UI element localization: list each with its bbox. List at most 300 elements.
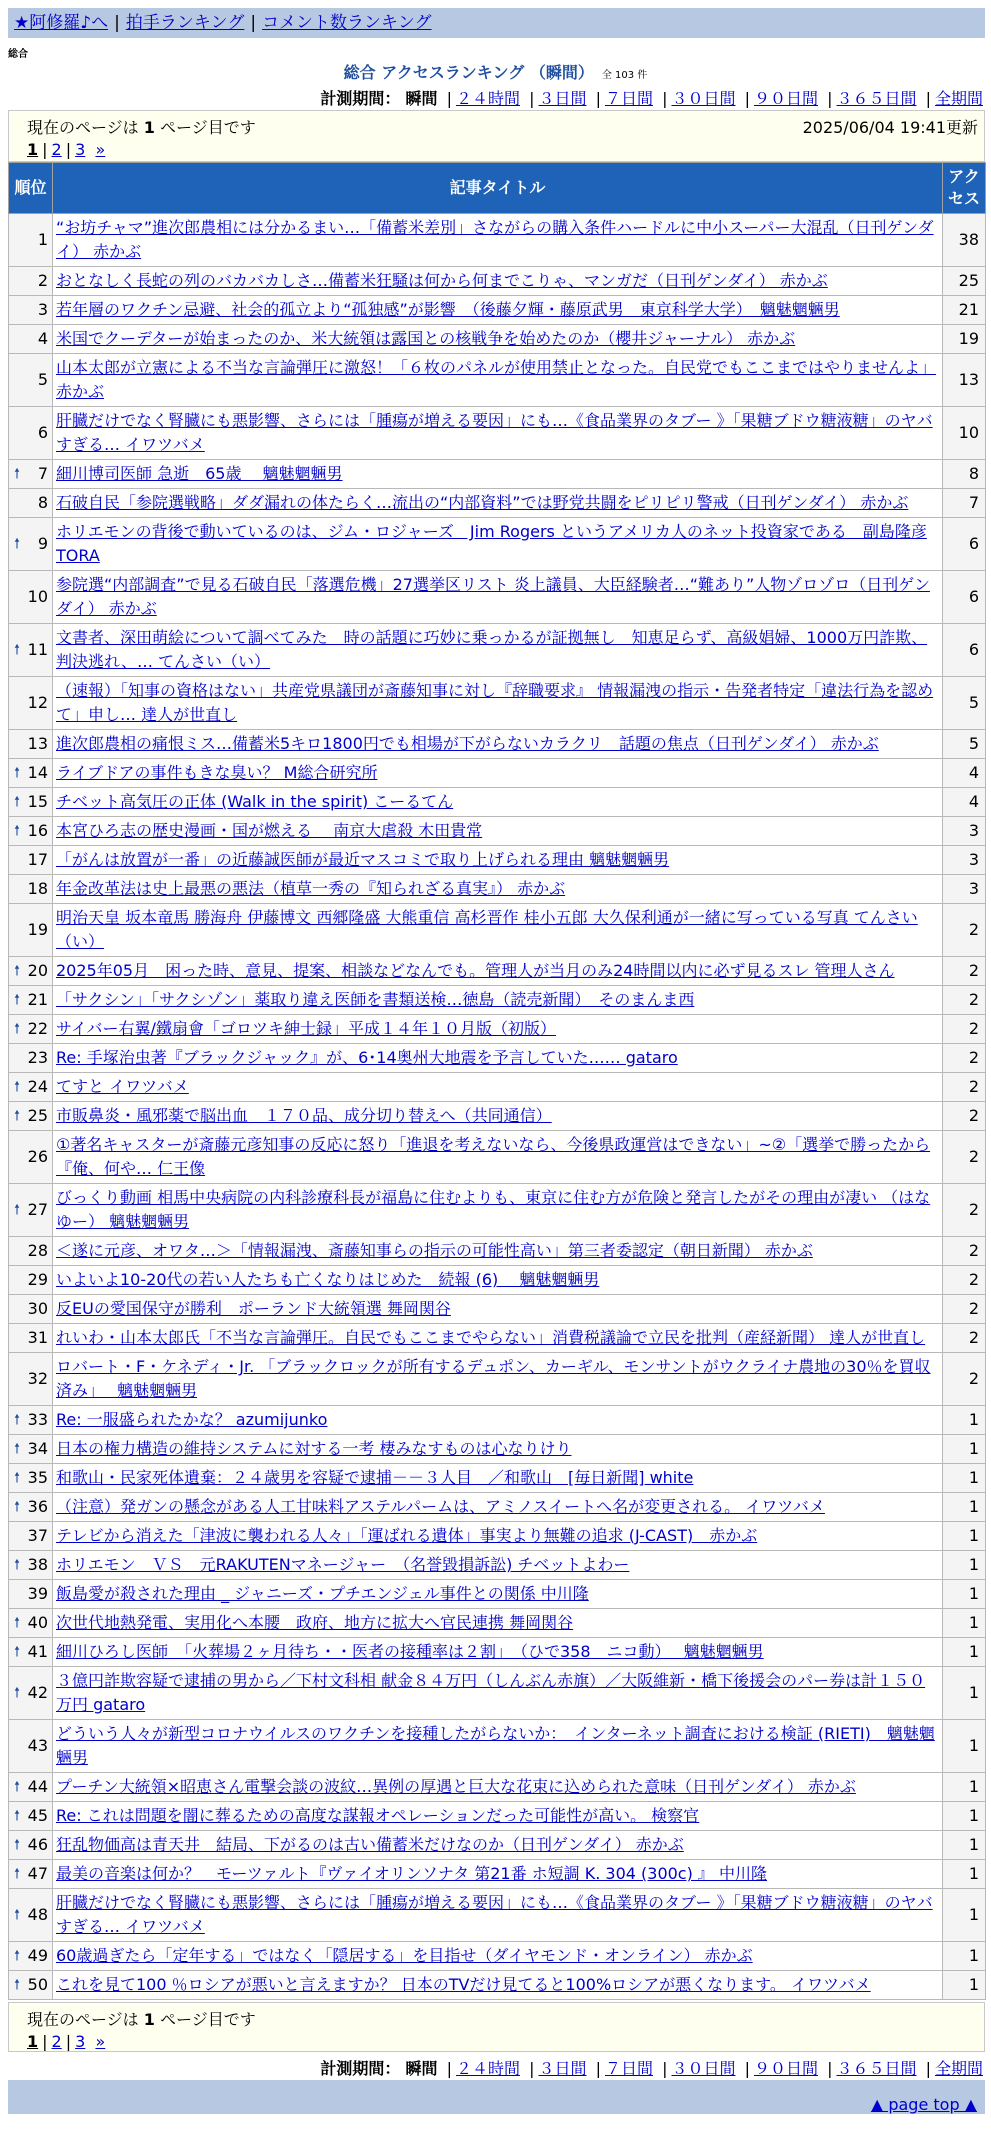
- rank-number: 3: [37, 300, 48, 319]
- rank-cell: [9, 677, 53, 730]
- article-title-link[interactable]: 明治天皇 坂本竜馬 勝海舟 伊藤博文 西郷隆盛 大熊重信 高杉晋作 桂小五郎 大久保利通が一緒に写っている写真 てんさい（い）: [56, 908, 918, 951]
- access-count: 3: [943, 817, 986, 846]
- table-row: [9, 846, 986, 875]
- table-row: [9, 325, 986, 354]
- rank-number: 19: [27, 920, 48, 939]
- table-row: [9, 1131, 986, 1184]
- period-link-90d[interactable]: ９０日間: [753, 89, 818, 108]
- title-cell: [53, 957, 943, 986]
- rank-up-arrow-icon: 🠕: [14, 823, 21, 839]
- article-title-link[interactable]: チベット高気圧の正体 (Walk in the spirit) こーるてん: [56, 792, 454, 811]
- title-cell: [53, 1667, 943, 1720]
- table-row: [9, 1720, 986, 1773]
- rank-cell: [9, 571, 53, 624]
- rank-up-arrow-icon: 🠕: [14, 1977, 21, 1993]
- article-title-link[interactable]: 細川博司医師 急逝 65歳 魑魅魍魎男: [56, 464, 343, 483]
- table-header-row: [9, 163, 986, 214]
- rank-up-arrow-icon: 🠕: [14, 466, 21, 482]
- table-row: [9, 1971, 986, 2000]
- title-cell: [53, 1015, 943, 1044]
- article-title-link[interactable]: 肝臓だけでなく腎臓にも悪影響、さらには「腫瘍が増える要因」にも…《食品業界のタブー 》「果糖ブドウ糖液糖」のヤバすぎる… イワツバメ: [56, 1893, 933, 1936]
- access-count: 10: [943, 407, 986, 460]
- table-row: [9, 1266, 986, 1295]
- access-count: 6: [943, 571, 986, 624]
- rank-number: 40: [27, 1613, 48, 1632]
- title-cell: [53, 1406, 943, 1435]
- title-cell: [53, 267, 943, 296]
- rank-cell: [9, 986, 53, 1015]
- rank-up-arrow-icon: 🠕: [14, 1441, 21, 1457]
- page-suffix: ページ目です: [154, 2010, 256, 2029]
- article-title-link[interactable]: 2025年05月 困った時、意見、提案、相談などなんでも。管理人が当月のみ24時間以内に必ず見るスレ 管理人さん: [56, 961, 895, 980]
- access-count: 2: [943, 1102, 986, 1131]
- article-title-link[interactable]: ライブドアの事件もきな臭い？ M総合研究所: [56, 763, 378, 782]
- rank-cell: [9, 1295, 53, 1324]
- rank-number: 27: [27, 1200, 48, 1219]
- rank-cell: [9, 1184, 53, 1237]
- rank-cell: [9, 730, 53, 759]
- period-selector-top: [320, 86, 983, 109]
- pagination-bottom: [27, 2032, 105, 2051]
- table-row: [9, 1802, 986, 1831]
- rank-number: 31: [27, 1328, 48, 1347]
- article-title-link[interactable]: Re: これは問題を闇に葬るための高度な謀報オペレーションだった可能性が高い。 検察官: [56, 1806, 700, 1825]
- article-title-link[interactable]: 米国でクーデターが始まったのか、米大統領は露国との核戦争を始めたのか（櫻井ジャーナル） 赤かぶ: [56, 329, 796, 348]
- rank-number: 17: [27, 850, 48, 869]
- table-row: [9, 1044, 986, 1073]
- table-row: [9, 1667, 986, 1720]
- table-row: [9, 1638, 986, 1667]
- period-link-90d[interactable]: ９０日間: [753, 2059, 818, 2078]
- article-title-link[interactable]: 石破自民「参院選戦略」ダダ漏れの体たらく…流出の“内部資料”では野党共闘をピリピリ警戒（日刊ゲンダイ） 赤かぶ: [56, 493, 909, 512]
- table-row: [9, 1522, 986, 1551]
- access-count: 5: [943, 730, 986, 759]
- nav-separator: |: [114, 13, 120, 33]
- rank-cell: [9, 846, 53, 875]
- title-cell: [53, 846, 943, 875]
- table-row: [9, 1184, 986, 1237]
- article-title-link[interactable]: プーチン大統領×昭恵さん電撃会談の波紋…異例の厚遇と巨大な花束に込められた意味（日刊ゲンダイ） 赤かぶ: [56, 1777, 856, 1796]
- article-title-link[interactable]: 文書者、深田萌絵について調べてみた 時の話題に巧妙に乗っかるが証拠無し 知恵足らず、高級娼婦、1000万円詐欺、判決逃れ、… てんさい（い）: [56, 628, 928, 671]
- title-cell: [53, 1324, 943, 1353]
- title-cell: [53, 624, 943, 677]
- rank-up-arrow-icon: 🠕: [14, 1499, 21, 1515]
- table-row: [9, 1435, 986, 1464]
- rank-cell: [9, 325, 53, 354]
- title-cell: [53, 214, 943, 267]
- article-title-link[interactable]: 最美の音楽は何か？ モーツァルト『ヴァイオリンソナタ 第21番 ホ短調 K. 304 (300c) 』 中川隆: [56, 1864, 768, 1883]
- period-link-all[interactable]: 全期間: [934, 89, 983, 108]
- access-count: 21: [943, 296, 986, 325]
- title-cell: [53, 1295, 943, 1324]
- table-row: [9, 1324, 986, 1353]
- rank-cell: [9, 1580, 53, 1609]
- title-cell: [53, 325, 943, 354]
- access-count: 1: [943, 1667, 986, 1720]
- title-cell: [53, 875, 943, 904]
- rank-number: 45: [27, 1806, 48, 1825]
- article-title-link[interactable]: 反EUの愛国保守が勝利 ポーランド大統領選 舞岡関谷: [56, 1299, 451, 1318]
- title-cell: [53, 1860, 943, 1889]
- access-count: 4: [943, 788, 986, 817]
- access-count: 2: [943, 1131, 986, 1184]
- rank-number: 42: [27, 1683, 48, 1702]
- top-nav-bar: [8, 8, 985, 38]
- rank-cell: [9, 1773, 53, 1802]
- rank-cell: [9, 1131, 53, 1184]
- access-count: 1: [943, 1493, 986, 1522]
- article-title-link[interactable]: れいわ・山本太郎氏「不当な言論弾圧。自民でもここまでやらない」消費税議論で立民を批判（産経新聞） 達人が世直し: [56, 1328, 926, 1347]
- access-count: 2: [943, 1015, 986, 1044]
- title-cell: [53, 296, 943, 325]
- title-cell: [53, 730, 943, 759]
- rank-number: 15: [27, 792, 48, 811]
- article-title-link[interactable]: （速報）「知事の資格はない」共産党県議団が斎藤知事に対し『辞職要求』 情報漏洩の指示・告発者特定「違法行為を認めて」申し… 達人が世直し: [56, 681, 934, 724]
- rank-up-arrow-icon: 🠕: [14, 1079, 21, 1095]
- table-row: [9, 460, 986, 489]
- ranking-table-body: [9, 214, 986, 2000]
- access-count: 3: [943, 846, 986, 875]
- title-cell: [53, 1720, 943, 1773]
- rank-cell: [9, 1860, 53, 1889]
- rank-number: 48: [27, 1905, 48, 1924]
- rank-number: 10: [27, 587, 48, 606]
- period-link-365d[interactable]: ３６５日間: [836, 89, 917, 108]
- table-row: [9, 759, 986, 788]
- period-link-24h[interactable]: ２４時間: [455, 89, 520, 108]
- pager-page-3[interactable]: 3: [75, 2032, 86, 2051]
- access-count: 1: [943, 1942, 986, 1971]
- updated-timestamp: 2025/06/04 19:41更新: [802, 118, 978, 137]
- rank-cell: [9, 1889, 53, 1942]
- pager-next[interactable]: »: [95, 2032, 106, 2051]
- title-cell: [53, 489, 943, 518]
- period-separator: |: [446, 2059, 452, 2078]
- access-count: 2: [943, 1324, 986, 1353]
- rank-number: 22: [27, 1019, 48, 1038]
- rank-cell: [9, 267, 53, 296]
- rank-cell: [9, 1464, 53, 1493]
- rank-number: 28: [27, 1241, 48, 1260]
- title-cell: [53, 1773, 943, 1802]
- article-title-link[interactable]: 細川ひろし医師 「火葬場２ヶ月待ち・・医者の接種率は２割」 （ひで358 ニコ動） 魑魅魍魎男: [56, 1642, 764, 1661]
- article-title-link[interactable]: ホリエモンの背後で動いているのは、ジム・ロジャーズ Jim Rogers というアメリカ人のネット投資家である 副島隆彦 TORA: [56, 522, 927, 565]
- access-count: 1: [943, 1720, 986, 1773]
- article-title-link[interactable]: 年金改革法は史上最悪の悪法（植草一秀の『知られざる真実』） 赤かぶ: [56, 879, 566, 898]
- rank-up-arrow-icon: 🠕: [14, 963, 21, 979]
- article-title-link[interactable]: ホリエモン ＶＳ 元RAKUTENマネージャー （名誉毀損訴訟) チベットよわー: [56, 1555, 630, 1574]
- rank-number: 2: [37, 271, 48, 290]
- article-title-link[interactable]: 山本太郎が立憲による不当な言論弾圧に激怒！「６枚のパネルが使用禁止となった。自民党でもここまではやりませんよ」 赤かぶ: [56, 358, 937, 401]
- rank-cell: [9, 1073, 53, 1102]
- home-link[interactable]: ★阿修羅♪へ: [14, 13, 109, 33]
- title-cell: [53, 1889, 943, 1942]
- access-count: 6: [943, 518, 986, 571]
- table-row: [9, 1609, 986, 1638]
- access-count: 1: [943, 1464, 986, 1493]
- rank-cell: [9, 875, 53, 904]
- table-row: [9, 986, 986, 1015]
- rank-number: 49: [27, 1946, 48, 1965]
- article-title-link[interactable]: てすと イワツバメ: [56, 1077, 189, 1096]
- page-prefix: 現在のページは: [27, 2010, 144, 2029]
- table-row: [9, 1889, 986, 1942]
- rank-cell: [9, 1802, 53, 1831]
- rank-cell: [9, 1353, 53, 1406]
- access-count: 1: [943, 1831, 986, 1860]
- title-cell: [53, 571, 943, 624]
- pager-separator: |: [65, 2032, 72, 2051]
- title-cell: [53, 1237, 943, 1266]
- article-title-link[interactable]: いよいよ10-20代の若い人たちも亡くなりはじめた 続報 (6) 魑魅魍魎男: [56, 1270, 600, 1289]
- clap-ranking-link[interactable]: 拍手ランキング: [125, 13, 245, 33]
- pager-current: 1: [27, 140, 39, 159]
- title-cell: [53, 407, 943, 460]
- article-title-link[interactable]: 肝臓だけでなく腎臓にも悪影響、さらには「腫瘍が増える要因」にも…《食品業界のタブー 》「果糖ブドウ糖液糖」のヤバすぎる… イワツバメ: [56, 411, 933, 454]
- page-top-link[interactable]: ▲ page top ▲: [870, 2095, 977, 2114]
- rank-number: 38: [27, 1555, 48, 1574]
- article-title-link[interactable]: これを見て100 ％ロシアが悪いと言えますか？ 日本のTVだけ見てると100%ロシアが悪くなります。 イワツバメ: [56, 1975, 871, 1994]
- current-page-text: [27, 115, 256, 138]
- rank-cell: [9, 1324, 53, 1353]
- rank-cell: [9, 957, 53, 986]
- article-title-link[interactable]: どういう人々が新型コロナウイルスのワクチンを接種したがらないか： インターネット調査における検証 (RIETI) 魑魅魍魎男: [56, 1724, 935, 1767]
- period-separator: |: [925, 89, 931, 108]
- rank-cell: [9, 788, 53, 817]
- access-count: 2: [943, 1295, 986, 1324]
- rank-number: 12: [27, 693, 48, 712]
- rank-number: 32: [27, 1369, 48, 1388]
- title-cell: [53, 1522, 943, 1551]
- period-separator: |: [595, 89, 601, 108]
- rank-up-arrow-icon: 🠕: [14, 536, 21, 552]
- article-title-link[interactable]: サイバー右翼/鐵扇會「ゴロツキ紳士録」平成１４年１０月版（初版）: [56, 1019, 556, 1038]
- title-cell: [53, 1102, 943, 1131]
- title-cell: [53, 1609, 943, 1638]
- table-row: [9, 1580, 986, 1609]
- category-label: 総合: [8, 49, 28, 60]
- article-title-link[interactable]: “お坊チャマ”進次郎農相には分かるまい…「備蓄米差別」さながらの購入条件ハードルに中小スーパー大混乱（日刊ゲンダイ） 赤かぶ: [56, 218, 934, 261]
- period-current: 瞬間: [405, 2059, 438, 2078]
- access-count: 25: [943, 267, 986, 296]
- rank-up-arrow-icon: 🠕: [14, 1779, 21, 1795]
- rank-cell: [9, 759, 53, 788]
- rank-up-arrow-icon: 🠕: [14, 1837, 21, 1853]
- rank-cell: [9, 1667, 53, 1720]
- article-title-link[interactable]: 「がんは放置が一番」の近藤誠医師が最近マスコミで取り上げられる理由 魑魅魍魎男: [56, 850, 670, 869]
- article-title-link[interactable]: Re: 手塚治虫著『ブラックジャック』が、6･14奥州大地震を予言していた…… gataro: [56, 1048, 678, 1067]
- pagination-top: [27, 140, 105, 159]
- table-row: [9, 1406, 986, 1435]
- access-count: 2: [943, 957, 986, 986]
- rank-number: 25: [27, 1106, 48, 1125]
- rank-cell: [9, 1044, 53, 1073]
- col-title-header: 記事タイトル: [53, 163, 943, 214]
- article-title-link[interactable]: 「サクシン」「サクシゾン」薬取り違え医師を書類送検…徳島（読売新聞） そのまんま西: [56, 990, 695, 1009]
- rank-number: 37: [27, 1526, 48, 1545]
- table-row: [9, 518, 986, 571]
- rank-cell: [9, 1237, 53, 1266]
- article-title-link[interactable]: 次世代地熱発電、実用化へ本腰 政府、地方に拡大へ官民連携 舞岡関谷: [56, 1613, 574, 1632]
- table-row: [9, 1773, 986, 1802]
- rank-cell: [9, 1720, 53, 1773]
- access-count: 1: [943, 1522, 986, 1551]
- access-count: 2: [943, 1266, 986, 1295]
- rank-cell: [9, 1831, 53, 1860]
- rank-up-arrow-icon: 🠕: [14, 1948, 21, 1964]
- col-access-header: アクセス: [943, 163, 986, 214]
- current-page-text: [27, 2007, 256, 2030]
- rank-cell: [9, 1638, 53, 1667]
- period-link-24h[interactable]: ２４時間: [455, 2059, 520, 2078]
- access-count: 1: [943, 1580, 986, 1609]
- title-cell: [53, 1638, 943, 1667]
- rank-number: 29: [27, 1270, 48, 1289]
- pager-page-2[interactable]: 2: [51, 140, 62, 159]
- access-count: 2: [943, 1353, 986, 1406]
- title-cell: [53, 1044, 943, 1073]
- rank-number: 47: [27, 1864, 48, 1883]
- rank-up-arrow-icon: 🠕: [14, 1412, 21, 1428]
- article-title-link[interactable]: 本宮ひろ志の歴史漫画・国が燃える 南京大虐殺 木田貴常: [56, 821, 483, 840]
- title-cell: [53, 1551, 943, 1580]
- table-row: [9, 1073, 986, 1102]
- article-title-link[interactable]: ①著名キャスターが斎藤元彦知事の反応に怒り「進退を考えないなら、今後県政運営はできない」~②「選挙で勝ったから『俺、何や… 仁王像: [56, 1135, 931, 1178]
- table-row: [9, 1464, 986, 1493]
- title-cell: [53, 1971, 943, 2000]
- rank-number: 26: [27, 1147, 48, 1166]
- access-count: 2: [943, 904, 986, 957]
- rank-number: 34: [27, 1439, 48, 1458]
- rank-number: 43: [27, 1736, 48, 1755]
- article-title-link[interactable]: びっくり動画 相馬中央病院の内科診療科長が福島に住むよりも、東京に住む方が危険と発言したがその理由が凄い （はなゆー） 魑魅魍魎男: [56, 1188, 931, 1231]
- rank-up-arrow-icon: 🠕: [14, 1907, 21, 1923]
- article-title-link[interactable]: 日本の権力構造の維持システムに対する一考 棲みなすものは心なりけり: [56, 1439, 572, 1458]
- access-count: 6: [943, 624, 986, 677]
- title-cell: [53, 1942, 943, 1971]
- rank-up-arrow-icon: 🠕: [14, 794, 21, 810]
- access-count: 1: [943, 1609, 986, 1638]
- access-count: 1: [943, 1435, 986, 1464]
- table-row: [9, 875, 986, 904]
- period-separator: |: [662, 2059, 668, 2078]
- pager-page-3[interactable]: 3: [75, 140, 86, 159]
- article-title-link[interactable]: 和歌山・民家死体遺棄：２４歳男を容疑で逮捕－－３人目 ／和歌山 [毎日新聞] white: [56, 1468, 694, 1487]
- article-title-link[interactable]: ロバート・F・ケネディ・Jr. 「ブラックロックが所有するデュポン、カーギル、モンサントがウクライナ農地の30％を買収済み」 魑魅魍魎男: [56, 1357, 931, 1400]
- rank-cell: [9, 1102, 53, 1131]
- pager-page-2[interactable]: 2: [51, 2032, 62, 2051]
- title-cell: [53, 1493, 943, 1522]
- access-count: 4: [943, 759, 986, 788]
- access-count: 38: [943, 214, 986, 267]
- access-count: 2: [943, 1184, 986, 1237]
- rank-number: 7: [37, 464, 48, 483]
- rank-cell: [9, 1266, 53, 1295]
- page-info-bottom: [8, 2002, 985, 2052]
- rank-cell: [9, 1971, 53, 2000]
- article-title-link[interactable]: ＜遂に元彦、オワタ…＞「情報漏洩、斎藤知事らの指示の可能性高い」第三者委認定（朝日新聞） 赤かぶ: [56, 1241, 813, 1260]
- period-separator: |: [744, 89, 750, 108]
- rank-cell: [9, 460, 53, 489]
- rank-cell: [9, 354, 53, 407]
- rank-up-arrow-icon: 🠕: [14, 1685, 21, 1701]
- period-link-30d[interactable]: ３０日間: [671, 2059, 736, 2078]
- rank-number: 35: [27, 1468, 48, 1487]
- page-title: 総合 アクセスランキング （瞬間）: [343, 63, 594, 82]
- article-title-link[interactable]: おとなしく長蛇の列のバカバカしさ…備蓄米狂騒は何から何までこりゃ、マンガだ（日刊ゲンダイ） 赤かぶ: [56, 271, 828, 290]
- pager-next[interactable]: »: [95, 140, 106, 159]
- ranking-heading: [0, 60, 991, 83]
- period-link-3d[interactable]: ３日間: [538, 2059, 587, 2078]
- rank-up-arrow-icon: 🠕: [14, 1021, 21, 1037]
- rank-number: 8: [37, 493, 48, 512]
- table-row: [9, 624, 986, 677]
- table-row: [9, 1015, 986, 1044]
- table-row: [9, 354, 986, 407]
- period-separator: |: [827, 2059, 833, 2078]
- title-cell: [53, 1464, 943, 1493]
- period-separator: |: [595, 2059, 601, 2078]
- period-selector-bottom: [320, 2056, 983, 2079]
- period-link-365d[interactable]: ３６５日間: [836, 2059, 917, 2078]
- rank-number: 46: [27, 1835, 48, 1854]
- article-title-link[interactable]: 飯島愛が殺された理由 _ ジャニーズ・プチエンジェル事件との関係 中川隆: [56, 1584, 589, 1603]
- article-title-link[interactable]: 60歳過ぎたら「定年する」ではなく「隠居する」を目指せ（ダイヤモンド・オンライン） 赤かぶ: [56, 1946, 753, 1965]
- rank-up-arrow-icon: 🠕: [14, 1808, 21, 1824]
- article-title-link[interactable]: 若年層のワクチン忌避、社会的孤立より“孤独感”が影響 （後藤夕輝・藤原武男 東京科学大学） 魑魅魍魎男: [56, 300, 840, 319]
- article-title-link[interactable]: Re: 一服盛られたかな？ azumijunko: [56, 1410, 328, 1429]
- article-title-link[interactable]: 参院選“内部調査”で見る石破自民「落選危機」27選挙区リスト 炎上議員、大臣経験者…“難あり”人物ゾロゾロ（日刊ゲンダイ） 赤かぶ: [56, 575, 930, 618]
- table-row: [9, 788, 986, 817]
- access-count: 1: [943, 1773, 986, 1802]
- title-cell: [53, 1580, 943, 1609]
- table-row: [9, 1551, 986, 1580]
- rank-cell: [9, 1942, 53, 1971]
- period-link-all[interactable]: 全期間: [934, 2059, 983, 2078]
- title-cell: [53, 354, 943, 407]
- access-count: 7: [943, 489, 986, 518]
- table-row: [9, 214, 986, 267]
- rank-number: 39: [27, 1584, 48, 1603]
- rank-cell: [9, 296, 53, 325]
- rank-number: 6: [37, 423, 48, 442]
- rank-number: 18: [27, 879, 48, 898]
- total-count: 全 103 件: [601, 70, 648, 81]
- table-row: [9, 1860, 986, 1889]
- period-link-30d[interactable]: ３０日間: [671, 89, 736, 108]
- article-title-link[interactable]: 市販鼻炎・風邪薬で脳出血 １７０品、成分切り替えへ（共同通信）: [56, 1106, 552, 1125]
- rank-up-arrow-icon: 🠕: [14, 1202, 21, 1218]
- rank-number: 16: [27, 821, 48, 840]
- page-number: 1: [143, 2010, 155, 2029]
- rank-up-arrow-icon: 🠕: [14, 1557, 21, 1573]
- article-title-link[interactable]: テレビから消えた「津波に襲われる人々」「運ばれる遺体」事実より無難の追求 (J-CAST) 赤かぶ: [56, 1526, 758, 1545]
- rank-cell: [9, 624, 53, 677]
- rank-cell: [9, 1493, 53, 1522]
- rank-cell: [9, 1522, 53, 1551]
- article-title-link[interactable]: （注意）発ガンの懸念がある人工甘味料アステルパームは、アミノスイートへ名が変更される。 イワツバメ: [56, 1497, 825, 1516]
- comment-ranking-link[interactable]: コメント数ランキング: [262, 13, 432, 33]
- article-title-link[interactable]: 狂乱物価高は青天井 結局、下がるのは古い備蓄米だけなのか（日刊ゲンダイ） 赤かぶ: [56, 1835, 684, 1854]
- article-title-link[interactable]: ３億円詐欺容疑で逮捕の男から／下村文科相 献金８４万円（しんぶん赤旗）／大阪維新・橋下後援会のパー券は計１５０万円 gataro: [56, 1671, 926, 1714]
- article-title-link[interactable]: 進次郎農相の痛恨ミス…備蓄米5キロ1800円でも相場が下がらないカラクリ 話題の焦点（日刊ゲンダイ） 赤かぶ: [56, 734, 879, 753]
- title-cell: [53, 1802, 943, 1831]
- rank-cell: [9, 904, 53, 957]
- period-link-3d[interactable]: ３日間: [538, 89, 587, 108]
- period-link-7d[interactable]: ７日間: [604, 2059, 653, 2078]
- pager-separator: |: [65, 140, 72, 159]
- period-link-7d[interactable]: ７日間: [604, 89, 653, 108]
